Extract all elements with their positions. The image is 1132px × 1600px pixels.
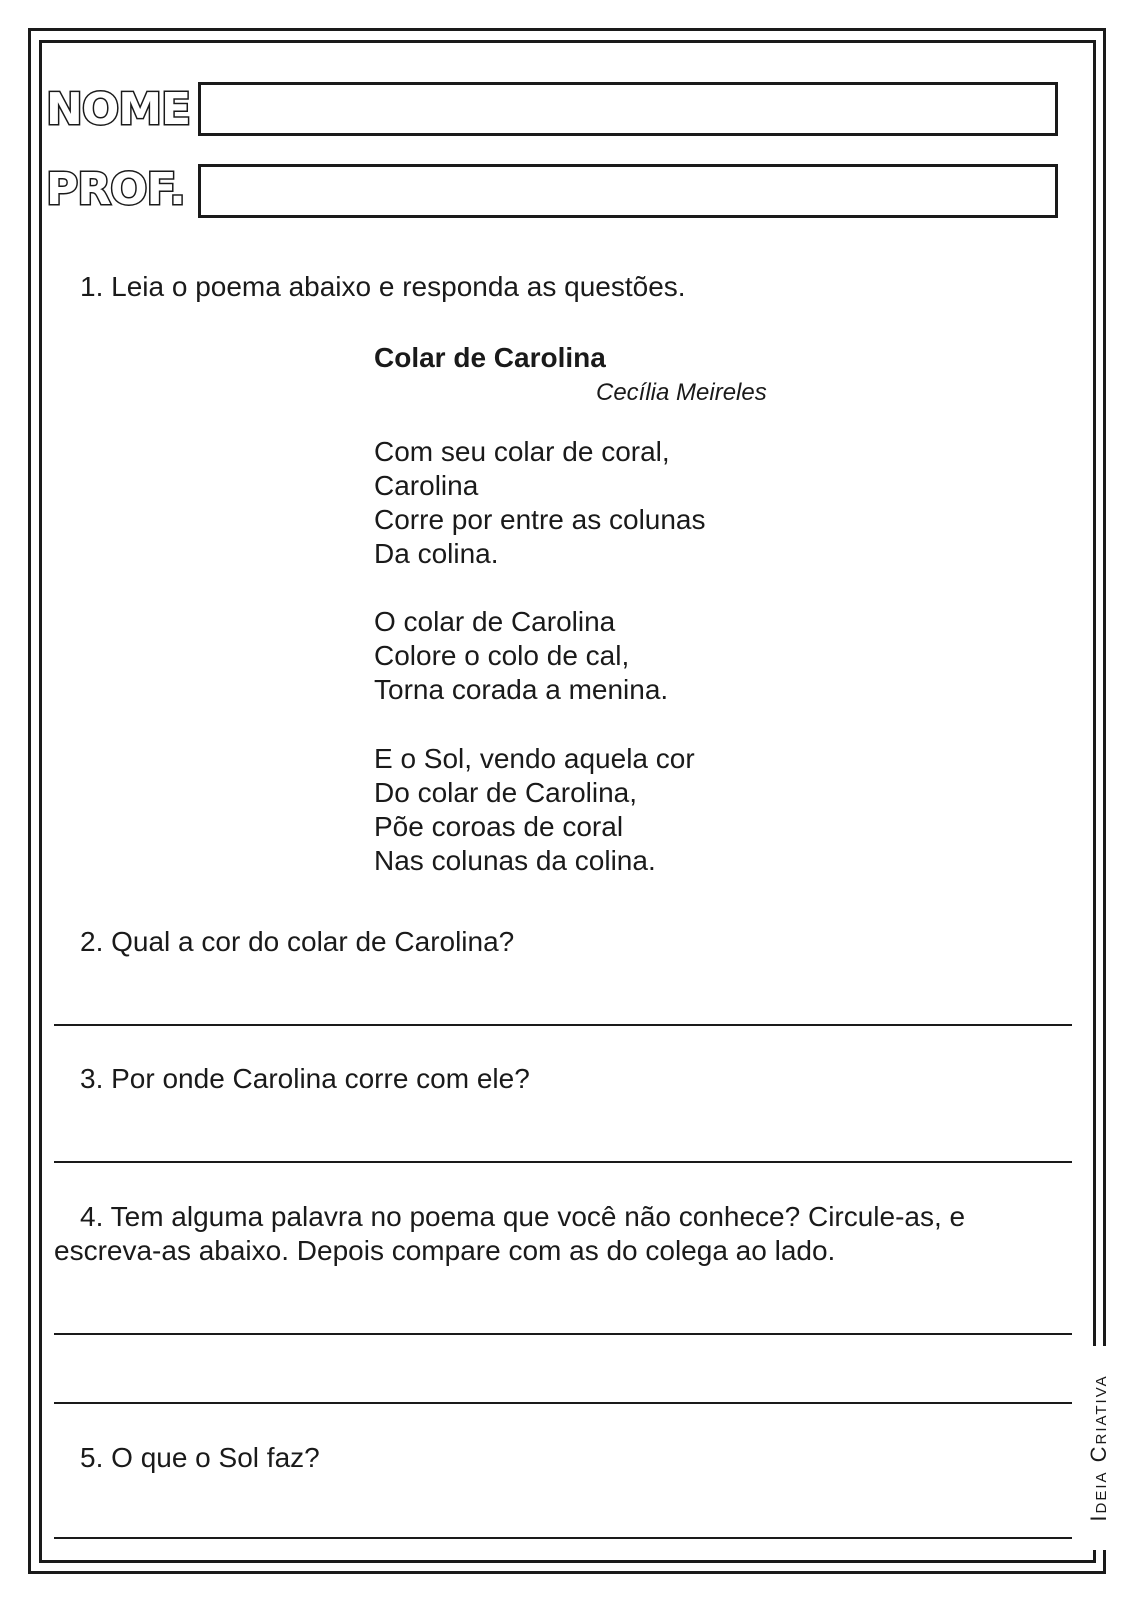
answer-line-q2[interactable] — [54, 1024, 1072, 1026]
question-5: 5. O que o Sol faz? — [80, 1442, 320, 1473]
poem-author: Cecília Meireles — [596, 379, 767, 406]
teacher-field[interactable] — [198, 164, 1058, 218]
brand-watermark: Ideia Criativa — [1086, 1374, 1111, 1522]
question-3: 3. Por onde Carolina corre com ele? — [80, 1063, 530, 1094]
poem-line: Colore o colo de cal, — [374, 640, 630, 671]
teacher-label: PROF. — [46, 164, 185, 215]
answer-line-q5[interactable] — [54, 1537, 1072, 1539]
name-field[interactable] — [198, 82, 1058, 136]
question-4 — [54, 1200, 1074, 1268]
question-1: 1. Leia o poema abaixo e responda as questões. — [80, 271, 686, 302]
question-4-line-2: escreva-as abaixo. Depois compare com as do colega ao lado. — [54, 1235, 836, 1266]
poem-line: Carolina — [374, 470, 479, 501]
poem-line: Corre por entre as colunas — [374, 504, 706, 535]
poem-line: Nas colunas da colina. — [374, 845, 656, 876]
poem-title: Colar de Carolina — [374, 342, 606, 373]
poem-stanza-1 — [374, 435, 706, 571]
poem-line: E o Sol, vendo aquela cor — [374, 743, 695, 774]
poem-stanza-2 — [374, 605, 668, 707]
poem-line: Do colar de Carolina, — [374, 777, 638, 808]
name-label: NOME — [46, 84, 191, 135]
answer-line-q3[interactable] — [54, 1161, 1072, 1163]
poem-line: Põe coroas de coral — [374, 811, 624, 842]
poem-line: Da colina. — [374, 538, 499, 569]
poem-stanza-3 — [374, 742, 695, 878]
question-4-line-1: 4. Tem alguma palavra no poema que você não conhece? Circule-as, e — [80, 1201, 966, 1232]
poem-line: O colar de Carolina — [374, 606, 616, 637]
answer-line-q4-2[interactable] — [54, 1402, 1072, 1404]
question-2: 2. Qual a cor do colar de Carolina? — [80, 926, 515, 957]
answer-line-q4-1[interactable] — [54, 1333, 1072, 1335]
poem-line: Com seu colar de coral, — [374, 436, 670, 467]
poem-line: Torna corada a menina. — [374, 674, 669, 705]
